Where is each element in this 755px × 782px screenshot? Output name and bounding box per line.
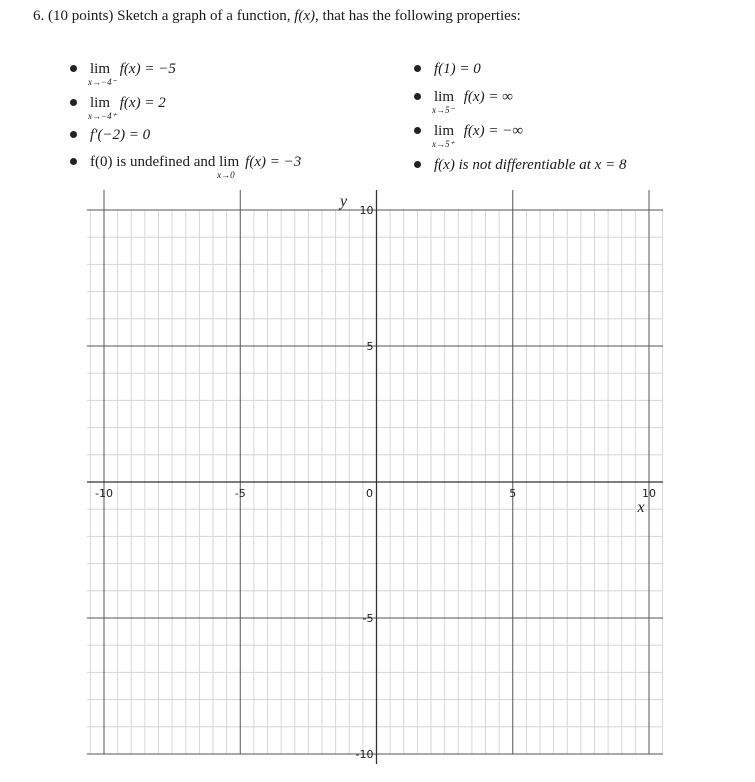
limit-subscript: x→−4⁺ xyxy=(88,111,117,121)
property-expression: f(x) = −5 xyxy=(119,61,176,77)
y-axis-label: y xyxy=(339,193,348,210)
limit-operator: lim x→5⁻ xyxy=(432,89,455,115)
limit-subscript: x→5⁻ xyxy=(432,105,455,115)
property-expression: f(x) = −∞ xyxy=(463,123,524,139)
y-tick-label: 10 xyxy=(359,204,374,217)
limit-subscript: x→5⁺ xyxy=(432,139,455,149)
property-expression: f(x) = ∞ xyxy=(463,89,513,105)
limit-operator: lim x→0 xyxy=(217,154,240,180)
property-expression: f(x) = 2 xyxy=(119,95,166,111)
x-tick-label: 0 xyxy=(366,487,373,500)
limit-operator: lim x→−4⁻ xyxy=(88,61,117,87)
x-tick-label: -10 xyxy=(95,487,113,500)
y-tick-label: 5 xyxy=(366,340,374,353)
problem-text-after: , that has the following properties: xyxy=(315,8,521,24)
limit-subscript: x→−4⁻ xyxy=(88,77,117,87)
x-tick-label: 5 xyxy=(509,487,517,500)
property-prefix: f(0) is undefined and xyxy=(90,154,216,170)
property-expression: f(x) is not differentiable at x = 8 xyxy=(434,157,627,173)
limit-operator: lim x→−4⁺ xyxy=(88,95,117,121)
y-tick-label: -10 xyxy=(355,748,374,761)
y-tick-label: -5 xyxy=(362,612,374,625)
limit-operator: lim x→5⁺ xyxy=(432,123,455,149)
x-tick-label: -5 xyxy=(234,487,246,500)
limit-subscript: x→0 xyxy=(217,170,235,180)
problem-points: (10 points) xyxy=(48,8,114,24)
property-expression: f(x) = −3 xyxy=(245,154,302,170)
problem-number: 6. xyxy=(33,8,45,24)
problem-text-before: Sketch a graph of a function, xyxy=(117,8,291,24)
x-axis-label: x xyxy=(637,499,645,516)
problem-function: f(x) xyxy=(294,8,316,24)
x-tick-label: 10 xyxy=(642,487,656,500)
property-expression: f′(−2) = 0 xyxy=(90,127,151,143)
property-expression: f(1) = 0 xyxy=(434,61,481,77)
